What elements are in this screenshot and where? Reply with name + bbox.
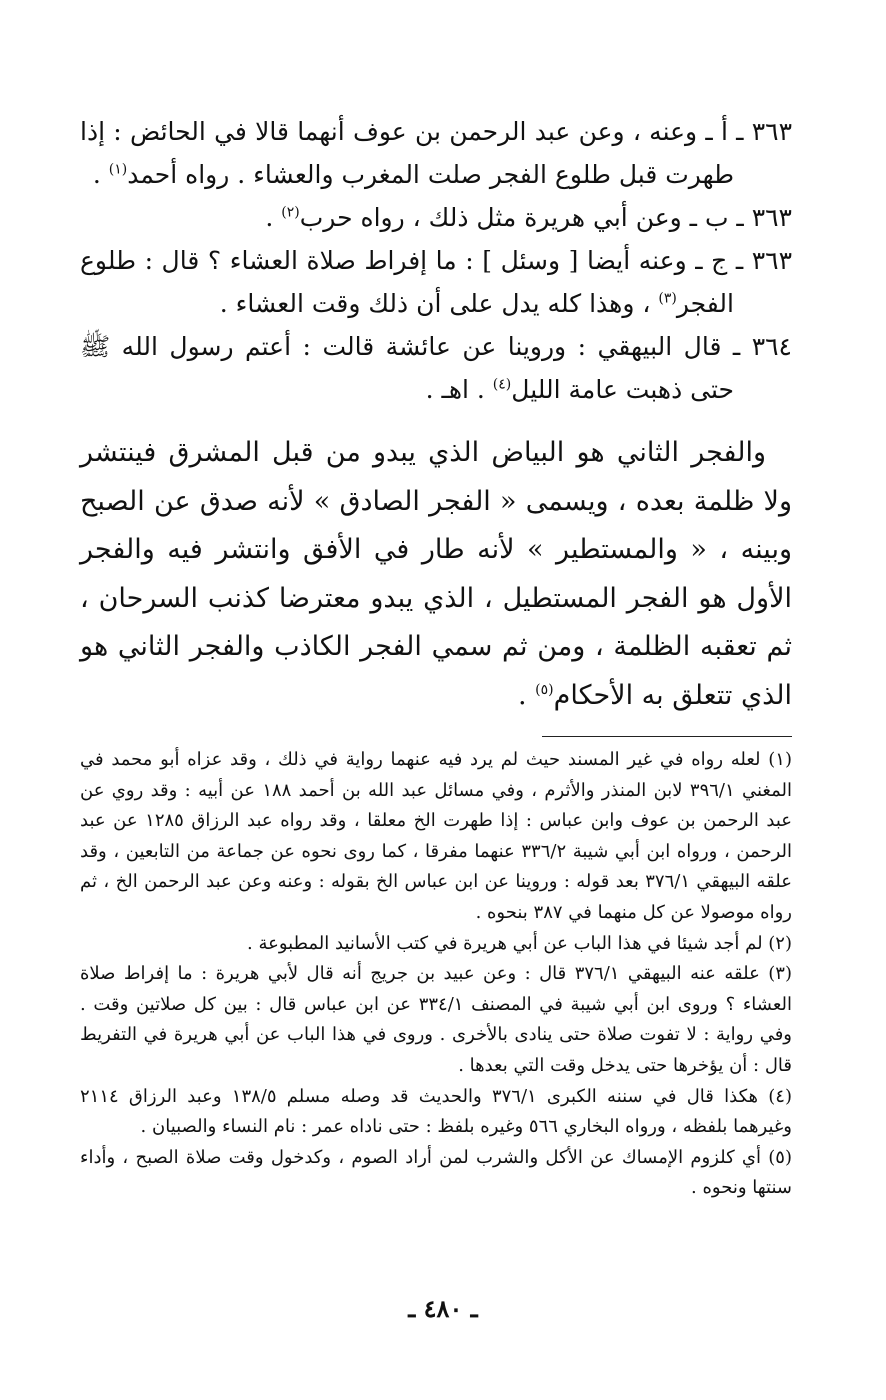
entry-363b: ٣٦٣ ـ ب ـ وعن أبي هريرة مثل ذلك ، رواه حرب$^{(٢)}$ . bbox=[265, 203, 792, 232]
footnote-ref: (١) bbox=[108, 161, 128, 178]
footnote-ref: (٤) bbox=[492, 376, 512, 393]
entry-end: . bbox=[265, 203, 282, 232]
footnote-4: (٤) هكذا قال في سننه الكبرى ٣٧٦/١ والحديث قد وصله مسلم ١٣٨/٥ وعبد الرزاق ٢١١٤ وغيرهما بلفظه ، ورواه البخاري ٥٦٦ وغيره بلفظ : حتى ناداه عمر : نام النساء والصبيان . bbox=[80, 1085, 792, 1138]
entry-number: ٣٦٣ bbox=[751, 246, 793, 275]
footnote-5: (٥) أي كلزوم الإمساك عن الأكل والشرب لمن أراد الصوم ، وكدخول وقت صلاة الصبح ، وأداء سنتها ونحوه . bbox=[80, 1146, 792, 1199]
entry-363c: ٣٦٣ ـ ج ـ وعنه أيضا [ وسئل ] : ما إفراط صلاة العشاء ؟ قال : طلوع الفجر$^{(٣)}$ ، وهذا كله يدل على أن ذلك وقت العشاء . bbox=[80, 246, 793, 318]
entry-sub: أ bbox=[720, 117, 728, 146]
entry-sub: ج bbox=[711, 246, 728, 275]
footnote-ref: (٣) bbox=[658, 290, 677, 307]
entry-number: ٣٦٣ bbox=[751, 117, 793, 146]
entry-text: قال البيهقي : وروينا عن عائشة قالت : أعتم رسول الله ﷺ حتى ذهبت عامة الليل bbox=[80, 332, 734, 404]
page-number: ـ ٤٨٠ ـ bbox=[408, 1294, 478, 1323]
body-paragraph bbox=[80, 429, 792, 720]
footnote-ref: (٥) bbox=[535, 681, 554, 698]
footnote-1: (١) لعله رواه في غير المسند حيث لم يرد فيه عنهما رواية في ذلك ، وقد عزاه أبو محمد في المغني ٣٩٦/١ لابن المنذر والأثرم ، وفي مسائل عبد الله بن أحمد ١٨٨ عن أبيه : وقد روي عن عبد الرحمن بن عوف وابن عباس : إذا طهرت الخ معلقا ، وقد رواه عبد الرزاق ١٢٨٥ عن عبد الرحمن ، ورواه ابن أبي شيبة ٣٣٦/٢ عنهما مفرقا ، كما روى نحوه عن جماعة من التابعين ، وقد علقه البيهقي ٣٧٦/١ بعد قوله : وروينا عن ابن عباس الخ بقوله : وعنه وعن عبد الرحمن الخ ، ثم رواه موصولا عن كل منهما في ٣٨٧ بنحوه . bbox=[80, 749, 793, 923]
footnote-ref: (٢) bbox=[281, 204, 300, 221]
entry-364: ٣٦٤ ـ قال البيهقي : وروينا عن عائشة قالت : أعتم رسول الله ﷺ حتى ذهبت عامة الليل$^{(٤)}$ . اهـ . bbox=[80, 332, 792, 404]
footnote-2: (٢) لم أجد شيئا في هذا الباب عن أبي هريرة في كتب الأسانيد المطبوعة . bbox=[247, 932, 792, 954]
entry-text: وعن أبي هريرة مثل ذلك ، رواه حرب bbox=[299, 203, 682, 232]
entry-number: ٣٦٣ bbox=[751, 203, 792, 232]
entry-end: . bbox=[92, 160, 109, 189]
footnote-divider bbox=[542, 736, 792, 737]
entry-end: . اهـ . bbox=[425, 375, 493, 404]
entry-text: وعنه أيضا [ وسئل ] : ما إفراط صلاة العشاء ؟ قال : طلوع الفجر bbox=[80, 246, 734, 318]
footnotes bbox=[80, 745, 792, 1204]
footnote-3: (٣) علقه عنه البيهقي ٣٧٦/١ قال : وعن عبيد بن جريج أنه قال لأبي هريرة : ما إفراط صلاة العشاء ؟ وروى ابن أبي شيبة في المصنف ٣٣٤/١ عن ابن عباس قال : بين كل صلاتين وقت . وفي رواية : لا تفوت صلاة حتى ينادى بالأخرى . وروى في هذا الباب عن أبي هريرة في التفريط قال : أن يؤخرها حتى يدخل وقت التي بعدها . bbox=[80, 963, 792, 1076]
entry-end: ، وهذا كله يدل على أن ذلك وقت العشاء . bbox=[219, 289, 651, 318]
entry-363a: ٣٦٣ ـ أ ـ وعنه ، وعن عبد الرحمن بن عوف أنهما قالا في الحائض : إذا طهرت قبل طلوع الفجر صلت المغرب والعشاء . رواه أحمد$^{(١)}$ . bbox=[80, 117, 793, 189]
entry-text: وعنه ، وعن عبد الرحمن بن عوف أنهما قالا في الحائض : إذا طهرت قبل طلوع الفجر صلت المغرب والعشاء . رواه أحمد bbox=[80, 117, 734, 189]
page-body bbox=[80, 110, 792, 1204]
entry-sub: ب bbox=[704, 203, 729, 232]
paragraph-text: والفجر الثاني هو البياض الذي يبدو من قبل المشرق فينتشر ولا ظلمة بعده ، ويسمى « الفجر الصادق » لأنه صدق عن الصبح وبينه ، « والمستطير » لأنه طار في الأفق وانتشر فيه والفجر الأول هو الفجر المستطيل ، الذي يبدو معترضا كذنب السرحان ، ثم تعقبه الظلمة ، ومن ثم سمي الفجر الكاذب والفجر الثاني هو الذي تتعلق به الأحكام bbox=[80, 437, 792, 711]
entry-number: ٣٦٤ bbox=[751, 332, 792, 361]
paragraph-end: . bbox=[518, 679, 536, 711]
